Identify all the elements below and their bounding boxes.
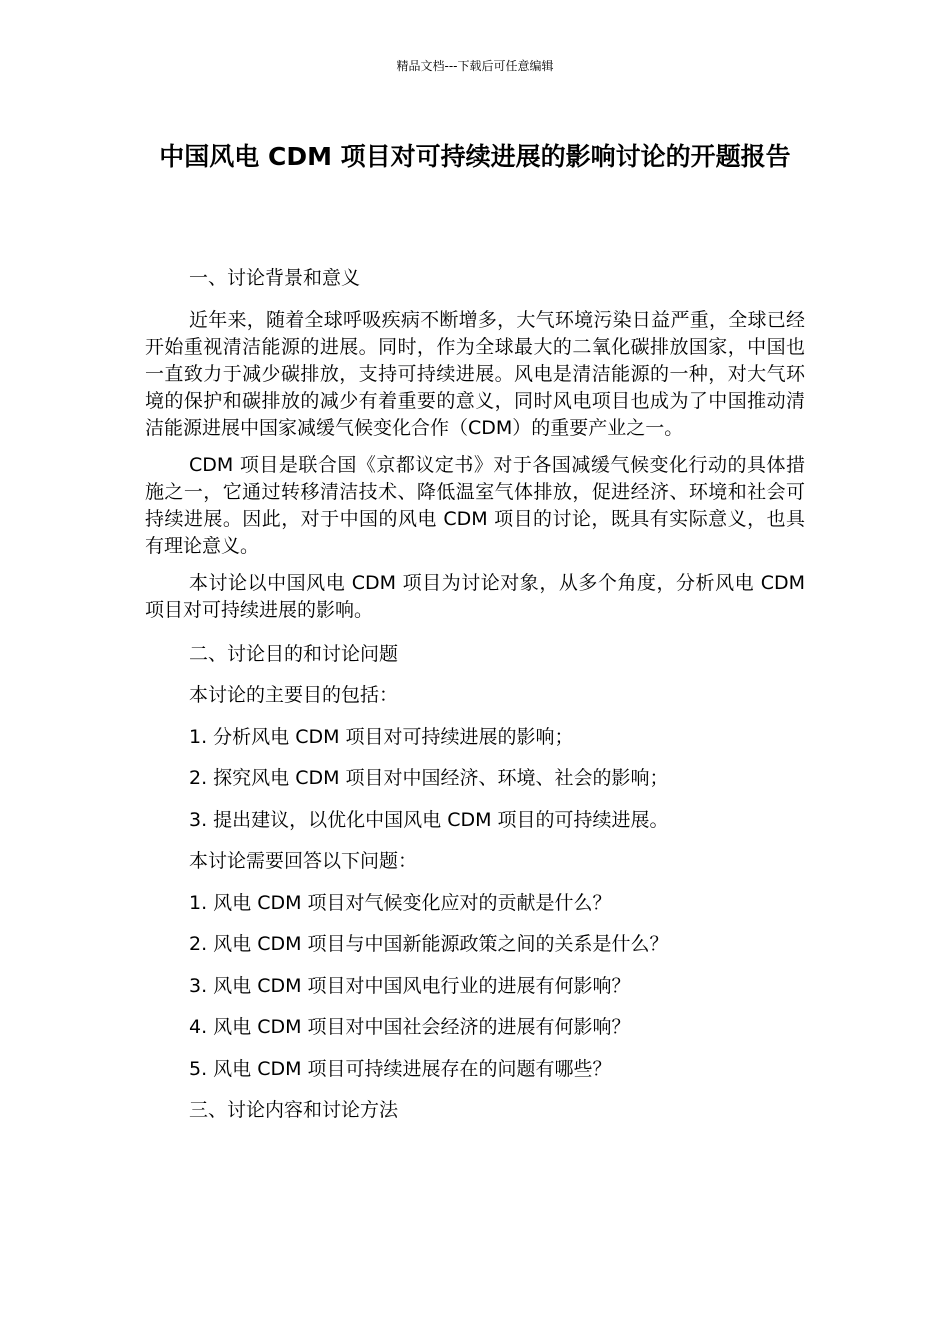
section-heading-background: 一、讨论背景和意义 — [189, 267, 361, 289]
document-body — [145, 266, 805, 1139]
goal-item: 3. 提出建议，以优化中国风电 CDM 项目的可持续进展。 — [189, 808, 669, 831]
page-header-note: 精品文档---下载后可任意编辑 — [396, 59, 554, 73]
goals-intro: 本讨论的主要目的包括： — [189, 684, 399, 706]
goal-item: 1. 分析风电 CDM 项目对可持续进展的影响； — [189, 725, 574, 748]
question-item: 2. 风电 CDM 项目与中国新能源政策之间的关系是什么？ — [189, 933, 669, 955]
section-heading-methods: 三、讨论内容和讨论方法 — [189, 1099, 399, 1121]
paragraph-background-2: CDM 项目是联合国《京都议定书》对于各国减缓气候变化行动的具体措施之一，它通过转移清洁技术、降低温室气体排放，促进经济、环境和社会可持续进展。因此，对于中国的风电 CDM 项目的讨论，既具有实际意义，也具有理论意义。 — [145, 454, 805, 557]
section-heading-objectives: 二、讨论目的和讨论问题 — [189, 643, 399, 665]
goal-item: 2. 探究风电 CDM 项目对中国经济、环境、社会的影响； — [189, 767, 669, 789]
document-title: 中国风电 CDM 项目对可持续进展的影响讨论的开题报告 — [159, 142, 791, 171]
paragraph-background-1: 近年来，随着全球呼吸疾病不断增多，大气环境污染日益严重，全球已经开始重视清洁能源的进展。同时，作为全球最大的二氧化碳排放国家，中国也一直致力于减少碳排放，支持可持续进展。风电是清洁能源的一种，对大气环境的保护和碳排放的减少有着重要的意义，同时风电项目也成为了中国推动清洁能源进展中国家减缓气候变化合作（CDM）的重要产业之一。 — [145, 309, 805, 439]
paragraph-background-3: 本讨论以中国风电 CDM 项目为讨论对象，从多个角度，分析风电 CDM 项目对可持续进展的影响。 — [145, 572, 805, 621]
question-item: 4. 风电 CDM 项目对中国社会经济的进展有何影响？ — [189, 1016, 631, 1038]
question-item: 3. 风电 CDM 项目对中国风电行业的进展有何影响？ — [189, 974, 631, 997]
question-item: 5. 风电 CDM 项目可持续进展存在的问题有哪些？ — [189, 1057, 612, 1080]
questions-intro: 本讨论需要回答以下问题： — [189, 850, 418, 872]
question-item: 1. 风电 CDM 项目对气候变化应对的贡献是什么？ — [189, 891, 612, 914]
